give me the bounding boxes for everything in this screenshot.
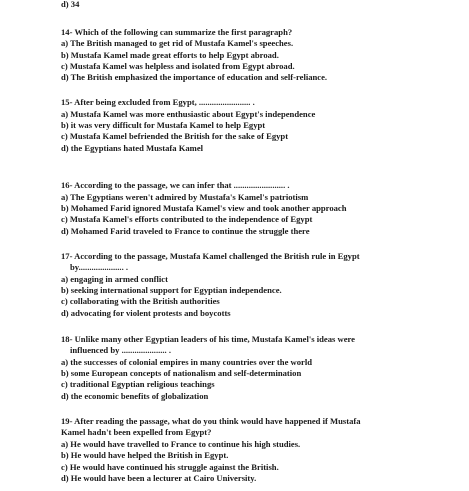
question-17-option-c: c) collaborating with the British authorities — [61, 296, 220, 306]
question-16-option-c: c) Mustafa Kamel's efforts contributed to the independence of Egypt — [61, 214, 313, 224]
question-17-option-d: d) advocating for violent protests and boycotts — [61, 308, 231, 318]
question-19-option-b: b) He would have helped the British in Egypt. — [61, 450, 229, 460]
question-18-option-a: a) the successes of colonial empires in many countries over the world — [61, 357, 313, 367]
question-16-stem: 16- According to the passage, we can infer that ........................ . — [61, 180, 290, 190]
question-18-stem: 18- Unlike many other Egyptian leaders of his time, Mustafa Kamel's ideas were — [61, 334, 356, 344]
question-15-option-b: b) it was very difficult for Mustafa Kamel to help Egypt — [61, 120, 266, 130]
question-16-option-d: d) Mohamed Farid traveled to France to continue the struggle there — [61, 226, 310, 236]
question-18-option-c: c) traditional Egyptian religious teachings — [61, 379, 215, 389]
question-17-option-a: a) engaging in armed conflict — [61, 274, 168, 284]
question-19-stem: 19- After reading the passage, what do you think would have happened if Mustafa — [61, 416, 361, 426]
question-19-stem-continued: Kamel hadn't been expelled from Egypt? — [61, 427, 212, 437]
answer-option: d) 34 — [61, 0, 80, 9]
question-14-stem: 14- Which of the following can summarize the first paragraph? — [61, 27, 293, 37]
question-14-option-c: c) Mustafa Kamel was helpless and isolated from Egypt abroad. — [61, 61, 295, 71]
question-15-option-c: c) Mustafa Kamel befriended the British for the sake of Egypt — [61, 131, 289, 141]
question-15-option-a: a) Mustafa Kamel was more enthusiastic about Egypt's independence — [61, 109, 316, 119]
question-18-stem-continued: influenced by ..................... . — [70, 345, 171, 355]
question-18-option-d: d) the economic benefits of globalization — [61, 391, 209, 401]
question-15-option-d: d) the Egyptians hated Mustafa Kamel — [61, 143, 204, 153]
question-18-option-b: b) some European concepts of nationalism and self-determination — [61, 368, 302, 378]
question-19-option-c: c) He would have continued his struggle against the British. — [61, 462, 279, 472]
question-17-stem: 17- According to the passage, Mustafa Kamel challenged the British rule in Egypt — [61, 251, 360, 261]
question-14-option-d: d) The British emphasized the importance of education and self-reliance. — [61, 72, 328, 82]
question-17-stem-continued: by..................... . — [70, 262, 129, 272]
question-17-option-b: b) seeking international support for Egyptian independence. — [61, 285, 282, 295]
question-16-option-a: a) The Egyptians weren't admired by Mustafa's Kamel's patriotism — [61, 192, 309, 202]
question-15-stem: 15- After being excluded from Egypt, ........................ . — [61, 97, 255, 107]
question-14-option-b: b) Mustafa Kamel made great efforts to help Egypt abroad. — [61, 50, 279, 60]
question-16-option-b: b) Mohamed Farid ignored Mustafa Kamel's view and took another approach — [61, 203, 347, 213]
question-19-option-a: a) He would have travelled to France to continue his high studies. — [61, 439, 301, 449]
question-14-option-a: a) The British managed to get rid of Mustafa Kamel's speeches. — [61, 38, 294, 48]
question-19-option-d: d) He would have been a lecturer at Cairo University. — [61, 473, 257, 483]
